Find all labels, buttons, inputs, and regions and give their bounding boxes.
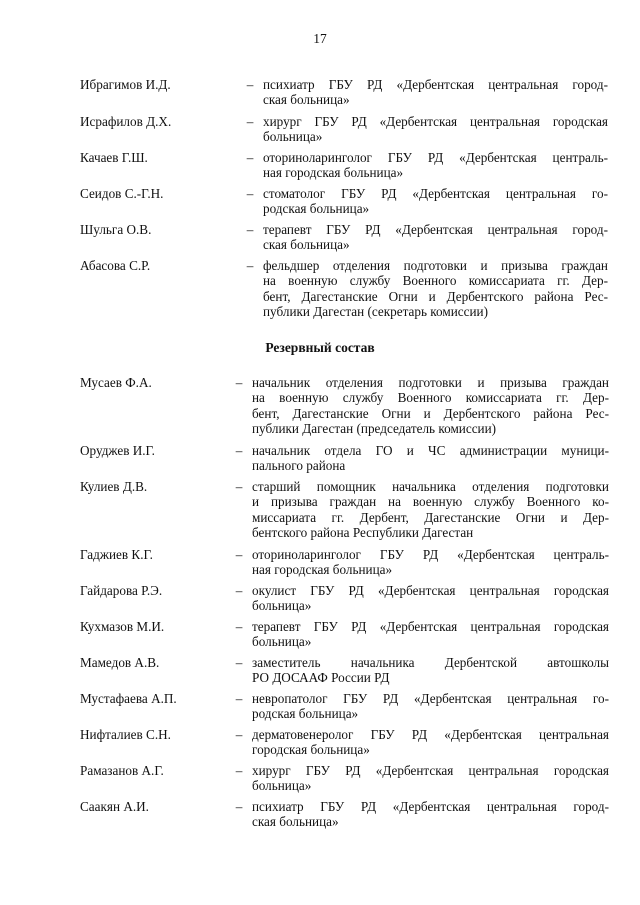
member-role-line: стоматолог ГБУ РД «Дербентская центральная го- <box>263 186 608 201</box>
member-role-line: больница» <box>263 129 323 145</box>
member-role-line: бент, Дагестанские Огни и Дербентского района Рес- <box>263 288 608 304</box>
member-role-line: миссариата гг. Дербент, Дагестанские Огни и Дер- <box>252 509 609 525</box>
member-role <box>252 727 609 758</box>
member-role <box>252 443 609 474</box>
member-row <box>80 479 609 541</box>
member-role-line: родская больница» <box>263 201 370 217</box>
member-role <box>252 375 609 437</box>
member-role-line: ская больница» <box>263 92 350 108</box>
dash-separator: – <box>246 258 254 273</box>
member-role-line: психиатр ГБУ РД «Дербентская центральная город- <box>252 799 609 814</box>
member-name: Мусаев Ф.А. <box>80 375 152 390</box>
dash-separator: – <box>235 727 243 742</box>
member-role-line: терапевт ГБУ РД «Дербентская центральная городская <box>252 619 609 634</box>
member-name: Шульга О.В. <box>80 222 152 237</box>
member-name: Саакян А.И. <box>80 799 149 814</box>
member-row <box>80 691 609 722</box>
member-role-line: терапевт ГБУ РД «Дербентская центральная город- <box>263 222 608 237</box>
member-role-line: ная городская больница» <box>252 562 393 578</box>
member-row <box>80 763 609 794</box>
member-role <box>263 150 608 181</box>
dash-separator: – <box>235 691 243 706</box>
member-role-line: оториноларинголог ГБУ РД «Дербентская централь- <box>252 547 609 562</box>
member-role <box>252 583 609 614</box>
member-role-line: ская больница» <box>252 814 339 830</box>
member-row <box>80 547 609 578</box>
member-row <box>80 186 608 217</box>
member-role-line: старший помощник начальника отделения подготовки <box>252 479 609 494</box>
member-role-line: ская больница» <box>263 237 350 253</box>
member-row <box>80 655 609 686</box>
member-role-line: публики Дагестан (председатель комиссии) <box>252 421 497 437</box>
member-role-line: бентского района Республики Дагестан <box>252 525 474 541</box>
member-role <box>263 114 608 145</box>
member-role-line: хирург ГБУ РД «Дербентская центральная городская <box>263 114 608 129</box>
dash-separator: – <box>246 77 254 92</box>
member-role-line: начальник отдела ГО и ЧС администрации муници- <box>252 443 609 458</box>
dash-separator: – <box>246 222 254 237</box>
member-row <box>80 619 609 650</box>
dash-separator: – <box>246 186 254 201</box>
member-name: Качаев Г.Ш. <box>80 150 148 165</box>
member-row <box>80 150 608 181</box>
member-row <box>80 258 608 320</box>
member-role-line: больница» <box>252 778 312 794</box>
dash-separator: – <box>246 150 254 165</box>
member-role-line: на военную службу Военного комиссариата гг. Дер- <box>263 273 608 289</box>
dash-separator: – <box>235 583 243 598</box>
member-role-line: психиатр ГБУ РД «Дербентская центральная город- <box>263 77 608 92</box>
reserve-section-heading: Резервный состав <box>265 340 375 355</box>
member-row <box>80 583 609 614</box>
member-role <box>252 691 609 722</box>
member-role-line: ная городская больница» <box>263 165 404 181</box>
member-row <box>80 222 608 253</box>
dash-separator: – <box>235 763 243 778</box>
member-name: Рамазанов А.Г. <box>80 763 164 778</box>
member-name: Мустафаева А.П. <box>80 691 177 706</box>
member-row <box>80 443 609 474</box>
dash-separator: – <box>235 619 243 634</box>
member-name: Нифталиев С.Н. <box>80 727 171 742</box>
member-role-line: РО ДОСААФ России РД <box>252 670 390 686</box>
member-role-line: публики Дагестан (секретарь комиссии) <box>263 304 488 320</box>
member-role <box>252 619 609 650</box>
member-row <box>80 77 608 108</box>
dash-separator: – <box>235 479 243 494</box>
member-name: Гаджиев К.Г. <box>80 547 153 562</box>
member-role <box>252 799 609 830</box>
page-number: 17 <box>313 31 327 46</box>
member-role-line: больница» <box>252 598 312 614</box>
member-role <box>252 655 609 686</box>
member-name: Оруджев И.Г. <box>80 443 155 458</box>
dash-separator: – <box>235 655 243 670</box>
member-role-line: начальник отделения подготовки и призыва граждан <box>252 375 609 390</box>
member-role-line: невропатолог ГБУ РД «Дербентская центральная го- <box>252 691 609 706</box>
member-role-line: фельдшер отделения подготовки и призыва граждан <box>263 258 608 273</box>
member-role-line: на военную службу Военного комиссариата гг. Дер- <box>252 390 609 406</box>
member-role-line: дерматовенеролог ГБУ РД «Дербентская центральная <box>252 727 609 742</box>
dash-separator: – <box>235 547 243 562</box>
dash-separator: – <box>235 375 243 390</box>
member-row <box>80 114 608 145</box>
member-role-line: родская больница» <box>252 706 359 722</box>
member-role <box>252 547 609 578</box>
dash-separator: – <box>246 114 254 129</box>
member-role-line: и призыва граждан на военную службу Военного ко- <box>252 494 609 510</box>
member-name: Сеидов С.-Г.Н. <box>80 186 164 201</box>
member-role-line: городская больница» <box>252 742 370 758</box>
member-role <box>252 763 609 794</box>
member-role-line: бент, Дагестанские Огни и Дербентского района Рес- <box>252 405 609 421</box>
dash-separator: – <box>235 799 243 814</box>
member-role-line: больница» <box>252 634 312 650</box>
dash-separator: – <box>235 443 243 458</box>
member-role-line: хирург ГБУ РД «Дербентская центральная городская <box>252 763 609 778</box>
member-role-line: пального района <box>252 458 346 474</box>
member-name: Гайдарова Р.Э. <box>80 583 163 598</box>
member-name: Абасова С.Р. <box>80 258 151 273</box>
member-name: Мамедов А.В. <box>80 655 160 670</box>
member-role <box>263 258 608 320</box>
member-name: Ибрагимов И.Д. <box>80 77 171 92</box>
member-role <box>252 479 609 541</box>
member-role-line: оториноларинголог ГБУ РД «Дербентская централь- <box>263 150 608 165</box>
member-row <box>80 799 609 830</box>
member-role <box>263 77 608 108</box>
member-row <box>80 727 609 758</box>
member-name: Кулиев Д.В. <box>80 479 148 494</box>
member-role <box>263 222 608 253</box>
member-role-line: заместитель начальника Дербентской автошколы <box>252 655 609 670</box>
member-row <box>80 375 609 437</box>
member-name: Исрафилов Д.Х. <box>80 114 172 129</box>
member-name: Кухмазов М.И. <box>80 619 165 634</box>
member-role <box>263 186 608 217</box>
member-role-line: окулист ГБУ РД «Дербентская центральная городская <box>252 583 609 598</box>
